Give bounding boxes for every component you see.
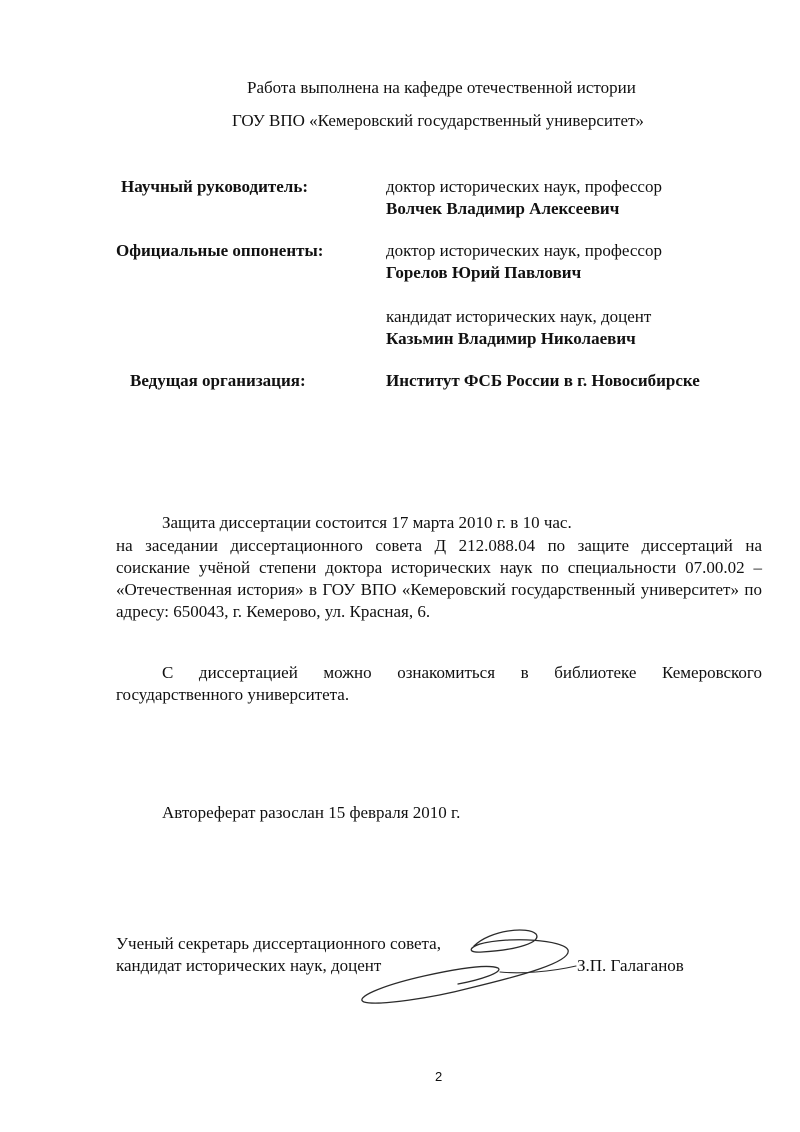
defense-first-line: Защита диссертации состоится 17 марта 2010 г. в 10 час. xyxy=(162,513,572,532)
defense-paragraph: на заседании диссертационного совета Д 212.088.04 по защите диссертаций на соискание учёной степени доктора исторических наук по специальности 07.00.02 – «Отечественная история» в ГОУ ВПО «Кемеровский государственный университет» по адресу: 650043, г. Кемерово, ул. Красная, 6. xyxy=(116,536,762,621)
lead-org-label: Ведущая организация: xyxy=(130,371,306,390)
opponent-2-name: Казьмин Владимир Николаевич xyxy=(386,329,636,348)
dispatch-date: Автореферат разослан 15 февраля 2010 г. xyxy=(162,803,461,822)
signature-image xyxy=(350,918,590,1018)
lead-org-name: Институт ФСБ России в г. Новосибирске xyxy=(386,371,700,390)
header-line-1: Работа выполнена на кафедре отечественной истории xyxy=(247,78,636,97)
opponent-1-name: Горелов Юрий Павлович xyxy=(386,263,582,282)
supervisor-title: доктор исторических наук, профессор xyxy=(386,177,662,196)
supervisor-name: Волчек Владимир Алексеевич xyxy=(386,199,620,218)
secretary-name: З.П. Галаганов xyxy=(577,956,684,975)
opponent-2-title: кандидат исторических наук, доцент xyxy=(386,307,652,326)
supervisor-label: Научный руководитель: xyxy=(121,177,308,196)
header-line-2: ГОУ ВПО «Кемеровский государственный университет» xyxy=(232,111,644,130)
library-paragraph: С диссертацией можно ознакомиться в библиотеке Кемеровского государственного университета. xyxy=(116,663,762,704)
opponent-1-title: доктор исторических наук, профессор xyxy=(386,241,662,260)
opponents-label: Официальные оппоненты: xyxy=(116,241,324,260)
secretary-line-2: кандидат исторических наук, доцент xyxy=(116,956,382,975)
page-number: 2 xyxy=(435,1069,443,1084)
secretary-line-1: Ученый секретарь диссертационного совета, xyxy=(116,934,441,953)
